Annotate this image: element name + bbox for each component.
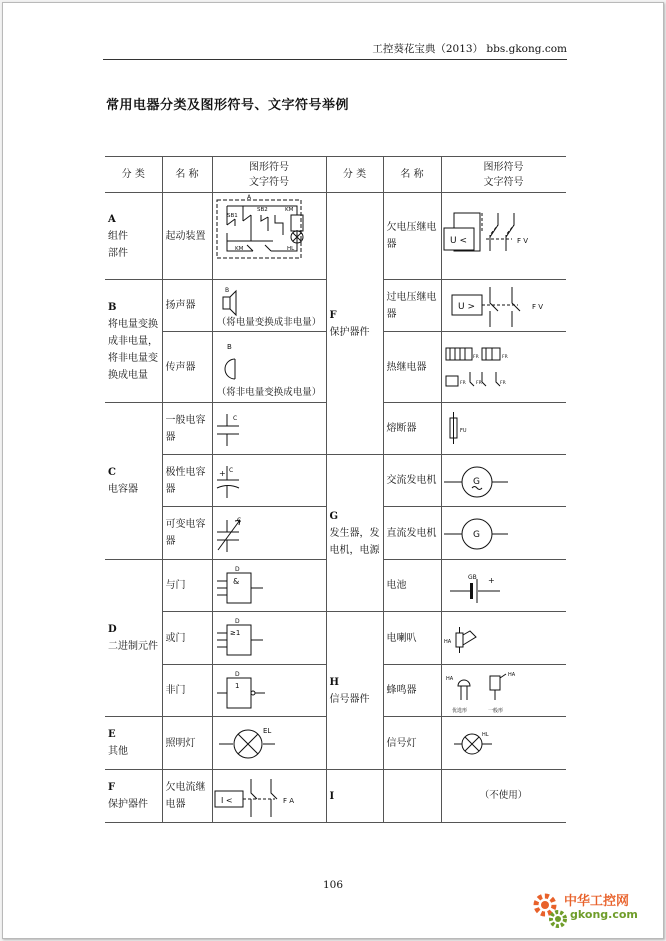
svg-text:G: G <box>472 530 480 540</box>
category-h: H 信号器件 <box>326 612 383 770</box>
svg-text:FR: FR <box>472 355 479 360</box>
table-row <box>105 770 566 823</box>
svg-text:HL: HL <box>481 732 489 738</box>
overvoltage-relay-symbol <box>441 280 566 332</box>
item-name: 极性电容器 <box>162 455 212 507</box>
svg-text:HA: HA <box>443 639 451 645</box>
svg-text:D: D <box>234 618 240 625</box>
loudspeaker-symbol: B （将电量变换成非电量） <box>212 280 326 332</box>
buzzer-symbol <box>441 665 566 717</box>
undervoltage-relay-symbol <box>441 193 566 280</box>
category-f-right: F 保护器件 <box>326 193 383 455</box>
watermark-title: 中华工控网 <box>564 894 630 909</box>
dc-generator-symbol <box>441 507 566 560</box>
item-name: 电喇叭 <box>383 612 441 665</box>
svg-text:C: C <box>228 466 233 474</box>
electric-horn-symbol <box>441 612 566 665</box>
svg-text:C: C <box>232 414 237 422</box>
svg-text:D: D <box>234 565 240 573</box>
capacitor-symbol <box>212 403 326 455</box>
svg-text:F A: F A <box>282 797 294 805</box>
svg-text:GB: GB <box>467 573 477 581</box>
svg-text:A: A <box>246 194 251 201</box>
category-e: E 其他 <box>105 717 162 770</box>
item-name: 熔断器 <box>383 403 441 455</box>
svg-text:I <: I < <box>220 796 233 805</box>
table-row <box>105 193 566 280</box>
item-name: 热继电器 <box>383 332 441 403</box>
item-name: 欠电流继电器 <box>162 770 212 823</box>
item-name: 照明灯 <box>162 717 212 770</box>
svg-text:+: + <box>218 468 226 478</box>
document-page <box>2 2 664 939</box>
item-name: 信号灯 <box>383 717 441 770</box>
item-name: 蜂鸣器 <box>383 665 441 717</box>
item-name <box>383 770 441 823</box>
svg-text:EL: EL <box>262 727 271 735</box>
item-name: 欠电压继电器 <box>383 193 441 280</box>
thermal-relay-symbol <box>441 332 566 403</box>
svg-text:D: D <box>234 670 240 678</box>
item-name: 非门 <box>162 665 212 717</box>
table-row <box>105 612 566 665</box>
undercurrent-relay-symbol <box>212 770 326 823</box>
header-symbol: 图形符号 文字符号 <box>212 157 326 193</box>
page-title: 常用电器分类及图形符号、文字符号举例 <box>106 98 350 113</box>
not-used-note: （不使用） <box>441 770 566 823</box>
watermark-domain: gkong.com <box>570 908 638 921</box>
svg-text:FR: FR <box>499 381 506 386</box>
svg-text:SB2: SB2 <box>256 207 268 213</box>
svg-text:F V: F V <box>531 302 543 311</box>
svg-text:G: G <box>472 476 480 487</box>
variable-capacitor-symbol <box>212 507 326 560</box>
svg-text:U >: U > <box>457 301 475 312</box>
item-name: 传声器 <box>162 332 212 403</box>
symbol-table <box>105 156 566 823</box>
ac-generator-symbol <box>441 455 566 507</box>
header-category-right: 分 类 <box>326 157 383 193</box>
svg-text:B: B <box>224 286 229 294</box>
svg-text:HA: HA <box>507 671 515 678</box>
microphone-symbol: B （将非电量变换成电量） <box>212 332 326 403</box>
svg-text:B: B <box>226 343 232 351</box>
category-d: D 二进制元件 <box>105 560 162 717</box>
svg-text:1: 1 <box>234 681 239 690</box>
category-i: I <box>326 770 383 823</box>
item-name: 与门 <box>162 560 212 612</box>
page-number: 106 <box>322 879 344 891</box>
svg-text:≥1: ≥1 <box>229 629 240 637</box>
item-name: 可变电容器 <box>162 507 212 560</box>
fuse-symbol <box>441 403 566 455</box>
svg-text:优选形: 优选形 <box>451 707 467 714</box>
starter-device-symbol <box>212 193 326 280</box>
item-name: 交流发电机 <box>383 455 441 507</box>
table-row <box>105 455 566 507</box>
battery-symbol <box>441 560 566 612</box>
item-name: 一般电容器 <box>162 403 212 455</box>
category-g: G 发生器，发电机，电源 <box>326 455 383 612</box>
not-gate-symbol <box>212 665 326 717</box>
svg-text:FU: FU <box>459 427 467 434</box>
svg-text:HA: HA <box>445 675 453 682</box>
category-a: A 组件 部件 <box>105 193 162 280</box>
item-name: 过电压继电器 <box>383 280 441 332</box>
svg-text:FR: FR <box>459 381 466 386</box>
table-header-row <box>105 157 566 193</box>
header-name: 名 称 <box>162 157 212 193</box>
lamp-symbol <box>212 717 326 770</box>
running-head: 工控葵花宝典（2013） bbs.gkong.com <box>103 41 567 60</box>
svg-text:F V: F V <box>516 237 528 245</box>
svg-text:一般形: 一般形 <box>487 707 503 714</box>
svg-text:FR: FR <box>475 381 482 386</box>
header-category: 分 类 <box>105 157 162 193</box>
svg-text:&: & <box>232 576 239 586</box>
category-f-left: F 保护器件 <box>105 770 162 823</box>
category-c: C 电容器 <box>105 403 162 560</box>
svg-text:KM: KM <box>234 246 243 252</box>
header-name-right: 名 称 <box>383 157 441 193</box>
svg-text:U <: U < <box>449 236 467 246</box>
svg-text:+: + <box>487 575 495 585</box>
svg-text:HL: HL <box>286 246 294 252</box>
and-gate-symbol <box>212 560 326 612</box>
svg-text:FR: FR <box>501 355 508 360</box>
item-name: 扬声器 <box>162 280 212 332</box>
svg-text:KM: KM <box>284 207 293 213</box>
category-b: B 将电量变换成非电量，将非电量变换成电量 <box>105 280 162 403</box>
item-name: 电池 <box>383 560 441 612</box>
header-symbol-right: 图形符号 文字符号 <box>441 157 566 193</box>
signal-lamp-symbol <box>441 717 566 770</box>
item-name: 或门 <box>162 612 212 665</box>
item-name: 起动装置 <box>162 193 212 280</box>
polarized-capacitor-symbol <box>212 455 326 507</box>
or-gate-symbol <box>212 612 326 665</box>
item-name: 直流发电机 <box>383 507 441 560</box>
svg-text:SB1: SB1 <box>226 213 238 219</box>
watermark <box>530 887 660 933</box>
